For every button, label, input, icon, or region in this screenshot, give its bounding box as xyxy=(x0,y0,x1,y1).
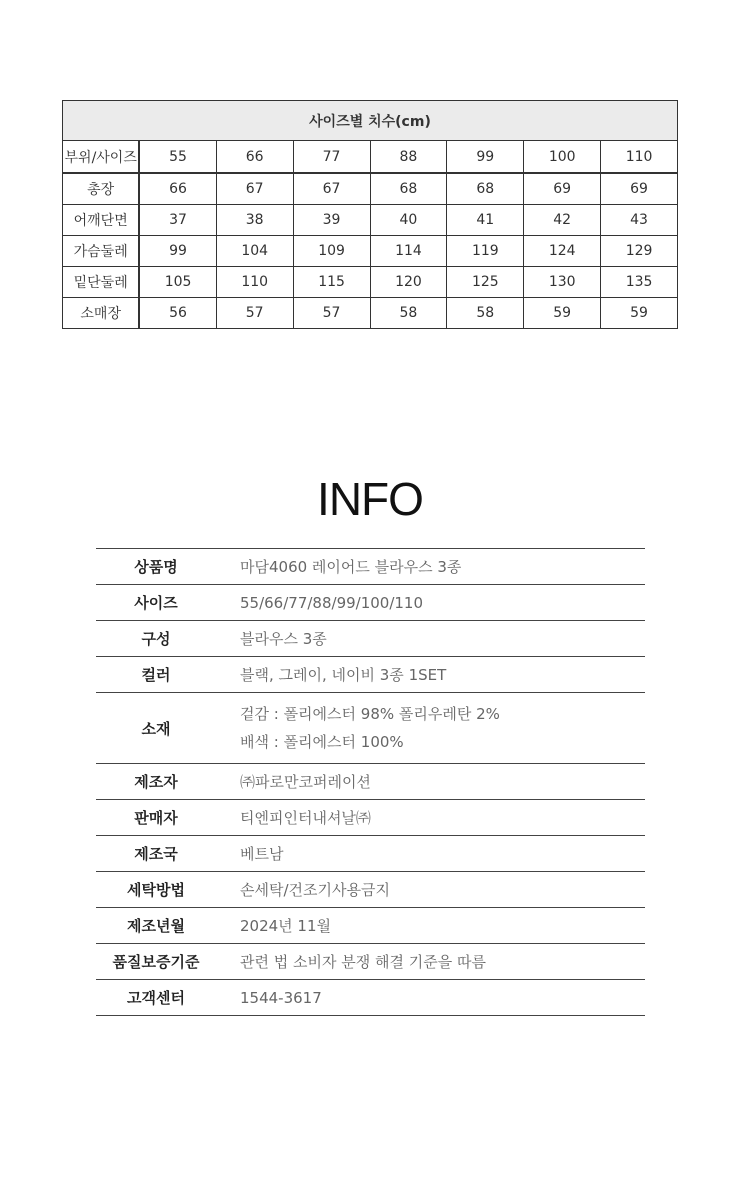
size-cell: 110 xyxy=(216,267,293,298)
size-row-label: 어깨단면 xyxy=(63,205,140,236)
info-table xyxy=(96,548,645,1016)
size-table-row xyxy=(63,205,678,236)
size-cell: 58 xyxy=(370,298,447,329)
size-cell: 57 xyxy=(293,298,370,329)
size-cell: 68 xyxy=(447,173,524,205)
info-value-line: 마담4060 레이어드 블라우스 3종 xyxy=(240,557,462,576)
size-table-row xyxy=(63,236,678,267)
info-value-line: 손세탁/건조기사용금지 xyxy=(240,880,390,899)
size-cell: 58 xyxy=(447,298,524,329)
size-row-label: 총장 xyxy=(63,173,140,205)
size-cell: 130 xyxy=(524,267,601,298)
info-value-line: 블라우스 3종 xyxy=(240,629,327,648)
info-value-line: 티엔피인터내셔날㈜ xyxy=(240,808,371,827)
size-cell: 57 xyxy=(216,298,293,329)
size-row-label: 가슴둘레 xyxy=(63,236,140,267)
size-header-cell: 99 xyxy=(447,141,524,174)
info-value-line: 배색 : 폴리에스터 100% xyxy=(240,733,404,751)
info-value-line: 55/66/77/88/99/100/110 xyxy=(240,593,424,612)
size-cell: 105 xyxy=(139,267,216,298)
info-value xyxy=(216,764,645,800)
info-value xyxy=(216,836,645,872)
size-table-caption: 사이즈별 치수(cm) xyxy=(63,101,678,141)
size-table-caption-row xyxy=(63,101,678,141)
info-value-line: 블랙, 그레이, 네이비 3종 1SET xyxy=(240,665,447,684)
info-row xyxy=(96,944,645,980)
size-table-row xyxy=(63,173,678,205)
size-cell: 124 xyxy=(524,236,601,267)
info-label: 사이즈 xyxy=(96,585,216,621)
info-row xyxy=(96,621,645,657)
info-label: 품질보증기준 xyxy=(96,944,216,980)
size-cell: 99 xyxy=(139,236,216,267)
size-cell: 125 xyxy=(447,267,524,298)
size-cell: 41 xyxy=(447,205,524,236)
info-label: 제조년월 xyxy=(96,908,216,944)
size-header-cell: 110 xyxy=(601,141,678,174)
info-value xyxy=(216,585,645,621)
info-label: 제조자 xyxy=(96,764,216,800)
size-cell: 59 xyxy=(601,298,678,329)
size-cell: 40 xyxy=(370,205,447,236)
size-row-label: 밑단둘레 xyxy=(63,267,140,298)
size-table-header-row xyxy=(63,141,678,174)
info-row xyxy=(96,980,645,1016)
info-label: 세탁방법 xyxy=(96,872,216,908)
size-header-cell: 66 xyxy=(216,141,293,174)
size-cell: 129 xyxy=(601,236,678,267)
size-cell: 104 xyxy=(216,236,293,267)
info-value-line: 베트남 xyxy=(240,844,284,863)
size-cell: 67 xyxy=(293,173,370,205)
size-cell: 68 xyxy=(370,173,447,205)
info-value xyxy=(216,908,645,944)
info-row xyxy=(96,764,645,800)
size-cell: 37 xyxy=(139,205,216,236)
info-value xyxy=(216,621,645,657)
info-row xyxy=(96,872,645,908)
info-value xyxy=(216,980,645,1016)
info-value-line: 겉감 : 폴리에스터 98% 폴리우레탄 2% xyxy=(240,705,500,723)
size-header-cell: 77 xyxy=(293,141,370,174)
size-cell: 135 xyxy=(601,267,678,298)
info-label: 제조국 xyxy=(96,836,216,872)
size-cell: 120 xyxy=(370,267,447,298)
size-row-label: 소매장 xyxy=(63,298,140,329)
info-value xyxy=(216,549,645,585)
size-table xyxy=(62,100,678,329)
size-cell: 66 xyxy=(139,173,216,205)
info-value-line: 관련 법 소비자 분쟁 해결 기준을 따름 xyxy=(240,952,486,971)
size-cell: 39 xyxy=(293,205,370,236)
size-cell: 67 xyxy=(216,173,293,205)
size-cell: 69 xyxy=(524,173,601,205)
size-table-row xyxy=(63,298,678,329)
size-header-cell: 100 xyxy=(524,141,601,174)
info-row xyxy=(96,549,645,585)
info-row xyxy=(96,585,645,621)
info-value xyxy=(216,693,645,764)
size-cell: 59 xyxy=(524,298,601,329)
size-cell: 115 xyxy=(293,267,370,298)
size-cell: 42 xyxy=(524,205,601,236)
info-label: 소재 xyxy=(96,693,216,764)
size-cell: 109 xyxy=(293,236,370,267)
info-label: 컬러 xyxy=(96,657,216,693)
info-row xyxy=(96,800,645,836)
size-cell: 114 xyxy=(370,236,447,267)
info-label: 고객센터 xyxy=(96,980,216,1016)
info-value-line: ㈜파로만코퍼레이션 xyxy=(240,772,371,791)
info-value xyxy=(216,944,645,980)
size-table-row xyxy=(63,267,678,298)
info-row xyxy=(96,836,645,872)
info-label: 상품명 xyxy=(96,549,216,585)
size-cell: 119 xyxy=(447,236,524,267)
info-value xyxy=(216,657,645,693)
size-cell: 43 xyxy=(601,205,678,236)
info-row xyxy=(96,693,645,764)
info-title: INFO xyxy=(317,473,423,525)
size-cell: 69 xyxy=(601,173,678,205)
info-value-line: 1544-3617 xyxy=(240,988,322,1007)
size-header-cell: 부위/사이즈 xyxy=(63,141,140,174)
size-cell: 56 xyxy=(139,298,216,329)
size-header-cell: 88 xyxy=(370,141,447,174)
info-value xyxy=(216,872,645,908)
info-row xyxy=(96,657,645,693)
info-row xyxy=(96,908,645,944)
info-label: 판매자 xyxy=(96,800,216,836)
info-label: 구성 xyxy=(96,621,216,657)
size-header-cell: 55 xyxy=(139,141,216,174)
info-value-line: 2024년 11월 xyxy=(240,916,332,935)
size-cell: 38 xyxy=(216,205,293,236)
info-value xyxy=(216,800,645,836)
